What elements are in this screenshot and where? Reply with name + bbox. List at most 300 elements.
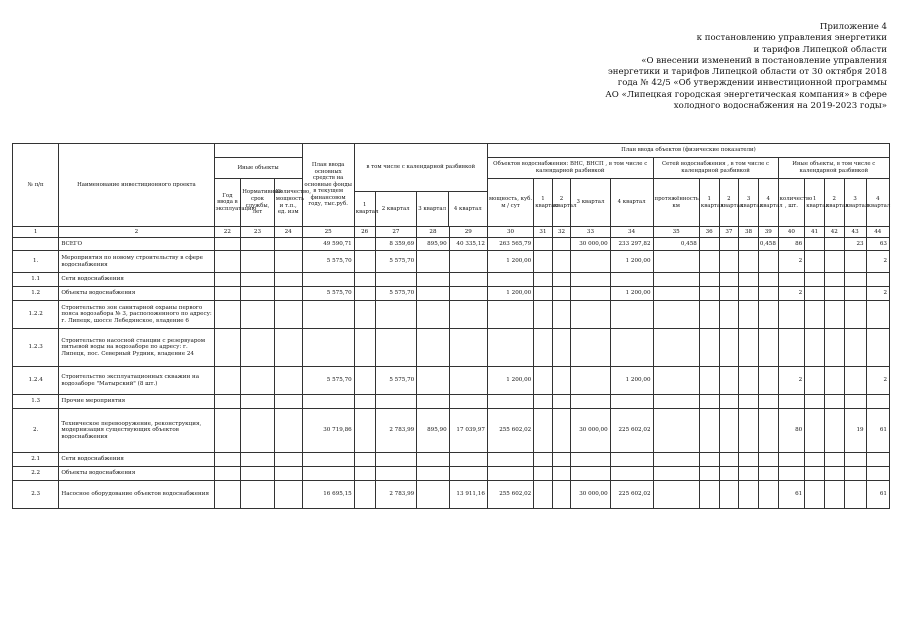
row-value [824,301,844,329]
row-value [805,453,825,467]
row-value [354,301,375,329]
column-number: 27 [375,227,417,238]
annex-line: Приложение 4 [819,22,887,32]
row-value: 263 565,79 [487,238,533,251]
row-value [610,453,653,467]
row-index: 2.1 [13,453,59,467]
row-value: 2 783,99 [375,481,417,509]
row-index: 1.2.3 [13,329,59,367]
row-value: 225 602,02 [610,409,653,453]
row-value [653,453,699,467]
row-value [758,251,778,273]
row-value: 2 783,99 [375,409,417,453]
row-value [758,287,778,301]
row-value [571,287,610,301]
row-value [844,287,866,301]
row-value [739,453,759,467]
row-value [375,395,417,409]
row-value [354,273,375,287]
row-value [552,301,571,329]
header-q2: 2 квартал [375,191,416,226]
column-number: 24 [274,227,302,238]
row-value [758,467,778,481]
row-value [534,409,553,453]
row-value [534,287,553,301]
row-value [417,301,449,329]
row-value [241,395,275,409]
row-value [739,287,759,301]
row-value [534,367,553,395]
row-index [13,238,59,251]
row-value [417,287,449,301]
row-value [534,273,553,287]
row-value [719,367,739,395]
row-value [487,273,533,287]
row-value [719,481,739,509]
row-value: 2 [778,251,805,273]
row-value [571,367,610,395]
column-number: 41 [805,227,825,238]
row-value [719,287,739,301]
row-value [214,273,241,287]
row-value [302,395,354,409]
row-value [653,409,699,453]
header-qty: Количество, мощность и т.п., ед. изм [274,179,302,227]
row-value [699,453,719,467]
row-value [214,367,241,395]
row-index: 2. [13,409,59,453]
table-row [13,395,890,409]
row-index: 1.2.2 [13,301,59,329]
row-value [866,273,889,287]
annex-line: «О внесении изменений в постановление управления [641,55,887,66]
row-value [375,273,417,287]
row-value [610,301,653,329]
row-value [354,329,375,367]
row-value [610,395,653,409]
row-value: 895,90 [417,409,449,453]
row-value [241,409,275,453]
row-value [571,395,610,409]
row-value [214,409,241,453]
row-value: 2 [866,287,889,301]
row-name: Строительство насосной станции с резервуаром питьевой воды на водозаборе по адресу: г. Липецк, пос. Северный Рудник, владение 24 [59,329,214,367]
row-value [214,301,241,329]
row-value [719,467,739,481]
row-value [274,251,302,273]
column-number: 40 [778,227,805,238]
column-number: 44 [866,227,889,238]
table-row [13,453,890,467]
row-value [302,301,354,329]
column-number: 25 [302,227,354,238]
row-value [487,395,533,409]
row-value: 17 039,97 [449,409,487,453]
row-value [487,453,533,467]
row-value [805,287,825,301]
header-plan-phys: План ввода объектов (физические показатели) [487,144,889,158]
row-value [534,481,553,509]
row-value [417,273,449,287]
row-value: 0,458 [758,238,778,251]
row-value [534,453,553,467]
row-value [739,409,759,453]
header-n1: 1 квартал [699,179,719,227]
row-value: 61 [866,409,889,453]
row-value [571,453,610,467]
row-value [824,395,844,409]
row-value [534,329,553,367]
row-value [241,367,275,395]
row-value [778,273,805,287]
row-value [805,251,825,273]
row-value: 61 [778,481,805,509]
annex-line: энергетики и тарифов Липецкой области от 30 октября 2018 [607,67,887,78]
row-value: 30 719,86 [302,409,354,453]
row-value [719,409,739,453]
row-name: Техническое перевооружение, реконструкция, модернизация существующих объектов водоснабжения [59,409,214,453]
column-number: 22 [214,227,241,238]
row-index: 1.1 [13,273,59,287]
row-value [214,238,241,251]
row-value [739,395,759,409]
row-value [805,238,825,251]
row-value [758,367,778,395]
row-value [653,367,699,395]
annex-line: и тарифов Липецкой области [753,44,887,55]
row-value [844,395,866,409]
row-value [805,329,825,367]
row-value [805,273,825,287]
row-value [699,367,719,395]
column-number: 30 [487,227,533,238]
row-value [719,238,739,251]
row-value: 30 000,00 [571,481,610,509]
row-value [805,467,825,481]
row-value [214,481,241,509]
table-row [13,251,890,273]
row-name: Строительство эксплуатационных скважин на водозаборе "Матырский" (8 шт.) [59,367,214,395]
row-index: 1.2.4 [13,367,59,395]
row-value [739,481,759,509]
row-value [552,329,571,367]
table-row [13,238,890,251]
header-q1: 1 квартал [355,191,375,226]
row-value [571,251,610,273]
row-value [844,467,866,481]
row-value [824,251,844,273]
header-o4: 4 квартал [866,179,889,227]
row-value: 5 575,70 [375,251,417,273]
row-value [866,301,889,329]
row-value: 5 575,70 [302,251,354,273]
row-name: Сети водоснабжения [59,273,214,287]
quarters-subtable [355,144,487,226]
row-value: 5 575,70 [375,287,417,301]
row-value [844,251,866,273]
row-value: 0,458 [653,238,699,251]
row-value [824,287,844,301]
column-numbers-row [13,227,890,238]
row-index: 2.3 [13,481,59,509]
row-value [866,329,889,367]
row-value [758,481,778,509]
row-value [653,395,699,409]
row-value [449,287,487,301]
header-q4: 4 квартал [453,205,482,212]
row-name: ВСЕГО [59,238,214,251]
row-value [699,287,719,301]
row-value [449,367,487,395]
row-value: 5 575,70 [302,367,354,395]
row-value [719,453,739,467]
row-value [534,251,553,273]
row-value [739,467,759,481]
row-value [274,273,302,287]
row-value: 895,90 [417,238,449,251]
row-value [552,287,571,301]
table-row [13,301,890,329]
row-name: Насосное оборудование объектов водоснабжения [59,481,214,509]
row-value [214,467,241,481]
row-value [417,467,449,481]
row-value [241,238,275,251]
row-value [824,409,844,453]
row-value [824,481,844,509]
annex-line: года № 42/5 «Об утверждении инвестиционной программы [617,78,887,89]
row-value [653,301,699,329]
row-value: 30 000,00 [571,409,610,453]
header-name: Наименование инвестиционного проекта [59,144,214,227]
row-value [552,367,571,395]
table-row [13,367,890,395]
table-row [13,409,890,453]
row-value: 2 [778,287,805,301]
row-value [719,301,739,329]
row-value [844,329,866,367]
header-other-objects: Иные объекты [214,158,302,179]
row-value: 86 [778,238,805,251]
row-value [653,273,699,287]
row-value [354,395,375,409]
row-value [571,301,610,329]
row-value: 61 [866,481,889,509]
row-value [805,395,825,409]
row-value [274,367,302,395]
row-value [844,301,866,329]
row-value [354,367,375,395]
column-number: 26 [354,227,375,238]
row-value [241,251,275,273]
row-value [449,467,487,481]
row-value [449,273,487,287]
header-q3s: 3 квартал [571,179,610,227]
row-value [354,238,375,251]
row-value: 255 602,02 [487,481,533,509]
row-value [866,453,889,467]
row-value: 255 602,02 [487,409,533,453]
row-value [534,238,553,251]
row-value: 1 200,00 [487,251,533,273]
header-row-1 [13,144,890,158]
row-value [758,395,778,409]
header-o1: 1 квартал [805,179,825,227]
row-value [552,395,571,409]
row-value [571,273,610,287]
row-value [214,453,241,467]
row-index: 1.2 [13,287,59,301]
row-value [699,481,719,509]
column-number: 36 [699,227,719,238]
annex-line: холодного водоснабжения на 2019-2023 годы» [673,101,887,112]
row-value [354,409,375,453]
row-value [274,409,302,453]
row-value [824,238,844,251]
row-value [778,453,805,467]
row-value [844,273,866,287]
row-value [866,467,889,481]
row-value [571,329,610,367]
row-value [274,238,302,251]
column-number: 37 [719,227,739,238]
row-name: Мероприятия по новому строительству в сфере водоснабжения [59,251,214,273]
row-value: 49 590,71 [302,238,354,251]
row-value [417,329,449,367]
row-value [487,467,533,481]
row-value: 1 200,00 [610,251,653,273]
row-value [719,251,739,273]
row-value [653,481,699,509]
row-value [610,273,653,287]
row-value [699,301,719,329]
header-incl-quarters: в том числе с календарной разбивкой [355,144,487,191]
header-num: № п/п [13,144,59,227]
row-value [866,395,889,409]
row-value [610,329,653,367]
header-plan-funds: План ввода основных средств на основные фонды в текущем финансовом году, тыс.руб. [302,144,354,227]
row-value [241,467,275,481]
row-value [214,329,241,367]
row-index: 1. [13,251,59,273]
row-value [241,329,275,367]
row-value [719,329,739,367]
row-value [241,301,275,329]
row-value [274,481,302,509]
row-value [354,453,375,467]
row-value [739,251,759,273]
row-value [805,301,825,329]
row-value [552,481,571,509]
table-row [13,329,890,367]
row-value: 5 575,70 [302,287,354,301]
row-value [844,367,866,395]
column-number: 39 [758,227,778,238]
row-value [417,395,449,409]
row-value [354,481,375,509]
row-value [699,467,719,481]
row-value [417,481,449,509]
row-value [241,287,275,301]
row-value [534,467,553,481]
column-number: 42 [824,227,844,238]
header-count: количество , шт. [778,179,805,227]
annex-line: АО «Липецкая городская энергетическая компания» в сфере [605,89,887,100]
row-value [302,273,354,287]
row-value: 63 [866,238,889,251]
row-value [552,409,571,453]
row-value [758,453,778,467]
header-q2s: 2 квартал [552,179,571,227]
row-value [805,481,825,509]
row-value: 1 200,00 [610,367,653,395]
row-value [699,409,719,453]
row-value: 233 297,82 [610,238,653,251]
row-value [449,251,487,273]
row-value [699,238,719,251]
row-value [758,409,778,453]
row-value [719,395,739,409]
row-value: 2 [866,251,889,273]
header-life: Нормативный срок службы, лет [241,179,275,227]
row-name: Объекты водоснабжения [59,287,214,301]
row-value [739,301,759,329]
row-value [534,301,553,329]
header-power: мощность, куб. м / сут [487,179,533,227]
row-value [758,273,778,287]
row-value [241,481,275,509]
row-name: Сети водоснабжения [59,453,214,467]
column-number: 32 [552,227,571,238]
row-value [487,301,533,329]
row-value [214,395,241,409]
row-value [824,329,844,367]
column-number: 34 [610,227,653,238]
row-value [274,329,302,367]
row-value [758,301,778,329]
header-o3: 3 квартал [844,179,866,227]
row-value: 1 200,00 [610,287,653,301]
row-value [354,287,375,301]
table-row [13,273,890,287]
header-q4s: 4 квартал [610,179,653,227]
row-index: 1.3 [13,395,59,409]
row-value: 1 200,00 [487,287,533,301]
row-value [778,329,805,367]
row-value [758,329,778,367]
row-value [274,287,302,301]
row-value [552,251,571,273]
header-q3: 3 квартал [416,191,448,226]
annex-line: к постановлению управления энергетики [696,33,887,44]
row-value: 5 575,70 [375,367,417,395]
column-number: 28 [417,227,449,238]
header-year: Год ввода в эксплуатацию [214,179,241,227]
row-value: 30 000,00 [571,238,610,251]
row-value [552,238,571,251]
row-value [552,467,571,481]
row-value: 2 [866,367,889,395]
row-value: 80 [778,409,805,453]
row-value [354,467,375,481]
row-value [699,329,719,367]
row-value: 16 695,15 [302,481,354,509]
row-value [274,301,302,329]
row-value [653,251,699,273]
row-value [274,467,302,481]
column-number: 29 [449,227,487,238]
row-value [241,273,275,287]
row-value [699,273,719,287]
